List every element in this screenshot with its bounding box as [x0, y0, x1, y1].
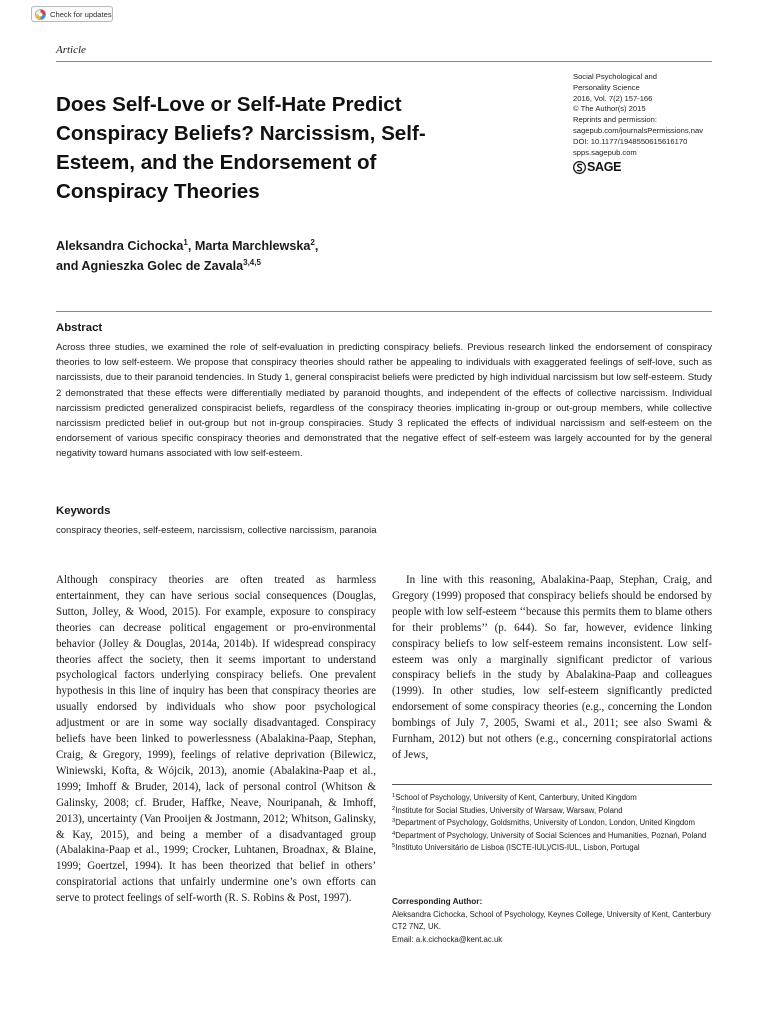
- footnote-text: Instituto Universitário de Lisboa (ISCTE-IUL)/CIS-IUL, Lisbon, Portugal: [395, 843, 640, 853]
- author-line: [56, 256, 476, 276]
- author-affiliation: 1: [183, 238, 188, 247]
- journal-info-line: Social Psychological and: [573, 72, 658, 81]
- corresponding-author-heading: Corresponding Author:: [392, 897, 483, 906]
- abstract-rule: [56, 311, 712, 312]
- footnote-item: [392, 792, 712, 805]
- journal-info-line: Reprints and permission:: [573, 115, 657, 125]
- footnote-item: [392, 842, 712, 855]
- footnote-text: School of Psychology, University of Kent, Canterbury, United Kingdom: [395, 793, 637, 802]
- author-name: Marta Marchlewska: [194, 239, 311, 253]
- body-left-column: Although conspiracy theories are often treated as harmless entertainment, they can have serious social consequences (Douglas, Sutton, Jolley, & Wood, 2015). For example, exposure to conspiracy theories can decrease political engagement or pro-environmental behavior (Jolley & Douglas, 2014a, 2014b). If widespread conspiracy theories affect the society, then it seems important to understand psychological factors underlying conspiracy beliefs. One prevalent hypothesis in this line of inquiry has been that conspiracy theories are usually endorsed by individuals who show poor psychological adjustment or are in some way socially disadvantaged. Conspiracy beliefs have been linked to powerlessness (Abalakina-Paap, Stephan, Craig, & Gregory, 1999), feelings of relative deprivation (Bilewicz, Winiewski, Kofta, & Wójcik, 2013), anomie (Abalakina-Paap et al., 1999; Imhoff & Bruder, 2014), lack of personal control (Whitson & Galinsky, 2008; cf. Bruder, Haffke, Neave, Nouripanah, & Imhoff, 2013), uncertainty (Van Prooijen & Jostmann, 2012; Whitson, Galinsky, & Kay, 2015), and being a member of a disadvantaged group (Abalakina-Paap et al., 1999; Crocker, Luhtanen, Broadnax, & Blaine, 1999; Goertzel, 1994). It has been theorized that belief in others’ conspiratorial actions that unfairly undermine one’s own efforts can serve to protect feelings of self-worth (R. S. Robins & Post, 1997).: [56, 574, 376, 905]
- author-line: [56, 236, 476, 256]
- footnote-number: 2: [392, 805, 396, 812]
- corresponding-author-address: Aleksandra Cichocka, School of Psychology, Keynes College, University of Kent, Canterbury CT2 7NZ, UK.: [392, 909, 711, 932]
- footnote-number: 5: [392, 843, 396, 850]
- journal-info-line: © The Author(s) 2015: [573, 104, 646, 114]
- journal-info-line: Personality Science: [573, 82, 640, 92]
- author-affiliation: 3,4,5: [243, 258, 261, 267]
- footnote-number: 4: [392, 830, 396, 837]
- author-name: and Agnieszka Golec de Zavala: [56, 259, 244, 273]
- footnote-number: 1: [392, 793, 396, 799]
- check-for-updates-label: Check for updates: [50, 9, 112, 19]
- abstract-heading: Abstract: [56, 322, 103, 334]
- corresponding-author-email[interactable]: Email: a.k.cichocka@kent.ac.uk: [392, 934, 503, 944]
- footnote-item: [392, 805, 712, 818]
- author-separator: ,: [314, 239, 319, 253]
- footnote-text: Department of Psychology, University of Social Sciences and Humanities, Poznań, Poland: [395, 830, 707, 840]
- author-separator: ,: [187, 239, 195, 253]
- footnote-text: Institute for Social Studies, University of Warsaw, Warsaw, Poland: [395, 805, 623, 815]
- check-for-updates-button[interactable]: [31, 6, 113, 22]
- crossmark-icon: [35, 9, 46, 20]
- footnote-number: 3: [392, 818, 396, 825]
- article-title: Does Self-Love or Self-Hate Predict Conspiracy Beliefs? Narcissism, Self-Esteem, and the Endorsement of Conspiracy Theories: [56, 93, 426, 203]
- author-affiliation: 2: [310, 238, 315, 247]
- keywords-text: conspiracy theories, self-esteem, narcissism, collective narcissism, paranoia: [56, 525, 377, 536]
- doi-link[interactable]: DOI: 10.1177/1948550615616170: [573, 136, 688, 146]
- article-type-label: Article: [56, 44, 86, 56]
- footnote-rule: [392, 784, 712, 785]
- footnote-item: [392, 817, 712, 830]
- author-name: Aleksandra Cichocka: [56, 239, 184, 253]
- abstract-text: Across three studies, we examined the role of self-evaluation in predicting conspiracy beliefs. Previous research linked the endorsement of conspiracy theories to low self-esteem. We propose that conspiracy theories should rather be appealing to individuals with exaggerated feelings of self-love, such as narcissists, due to their paranoid tendencies. In Study 1, general conspiracist beliefs were predicted by high individual narcissism but low self-esteem. Study 2 demonstrated that these effects were differentially mediated by paranoid thoughts, and independent of the effects of collective narcissism. Individual narcissism predicted generalized conspiracist beliefs, regardless of the conspiracy theories implicating in-group or out-group members, while collective narcissism predicted belief in out-group but not in-group conspiracies. Study 3 replicated the effects of individual narcissism and self-esteem on the endorsement of various specific conspiracy theories and demonstrated that the negative effect of self-esteem was largely accounted for by the general negativity toward humans associated with low self-esteem.: [56, 342, 712, 460]
- footnote-text: Department of Psychology, Goldsmiths, University of London, London, United Kingdom: [395, 818, 695, 828]
- sage-logo-icon: [573, 161, 586, 174]
- journal-info-line: 2016, Vol. 7(2) 157-166: [573, 93, 653, 103]
- sage-logo-text: SAGE: [587, 160, 622, 175]
- journal-website-link[interactable]: spps.sagepub.com: [573, 147, 637, 157]
- keywords-heading: Keywords: [56, 505, 111, 517]
- corresponding-author: [392, 896, 712, 946]
- affiliation-footnotes: [392, 792, 712, 855]
- publisher-logo: [573, 161, 743, 174]
- footnote-item: [392, 830, 712, 843]
- journal-permissions-link[interactable]: sagepub.com/journalsPermissions.nav: [573, 125, 704, 135]
- body-right-column: In line with this reasoning, Abalakina-Paap, Stephan, Craig, and Gregory (1999) proposed that conspiracy beliefs should be endorsed by people with low self-esteem ‘‘because this permits them to blame others for their problems’’ (p. 644). So far, however, evidence linking conspiracy beliefs to low self-esteem remains inconsistent. Low self-esteem was only a marginally significant predictor of various conspiracy beliefs in the study by Abalakina-Paap and colleagues (1999). In other studies, low self-esteem significantly predicted endorsement of some conspiracy theories (e.g., concerning the London bombings of July 7, 2005, Swami et al., 2011; see also Swami & Furnham, 2012) but not others (e.g., concerning conspiratorial actions of Jews,: [392, 574, 712, 761]
- header-rule: [56, 61, 712, 62]
- journal-info: [573, 72, 743, 174]
- author-list: [56, 236, 476, 276]
